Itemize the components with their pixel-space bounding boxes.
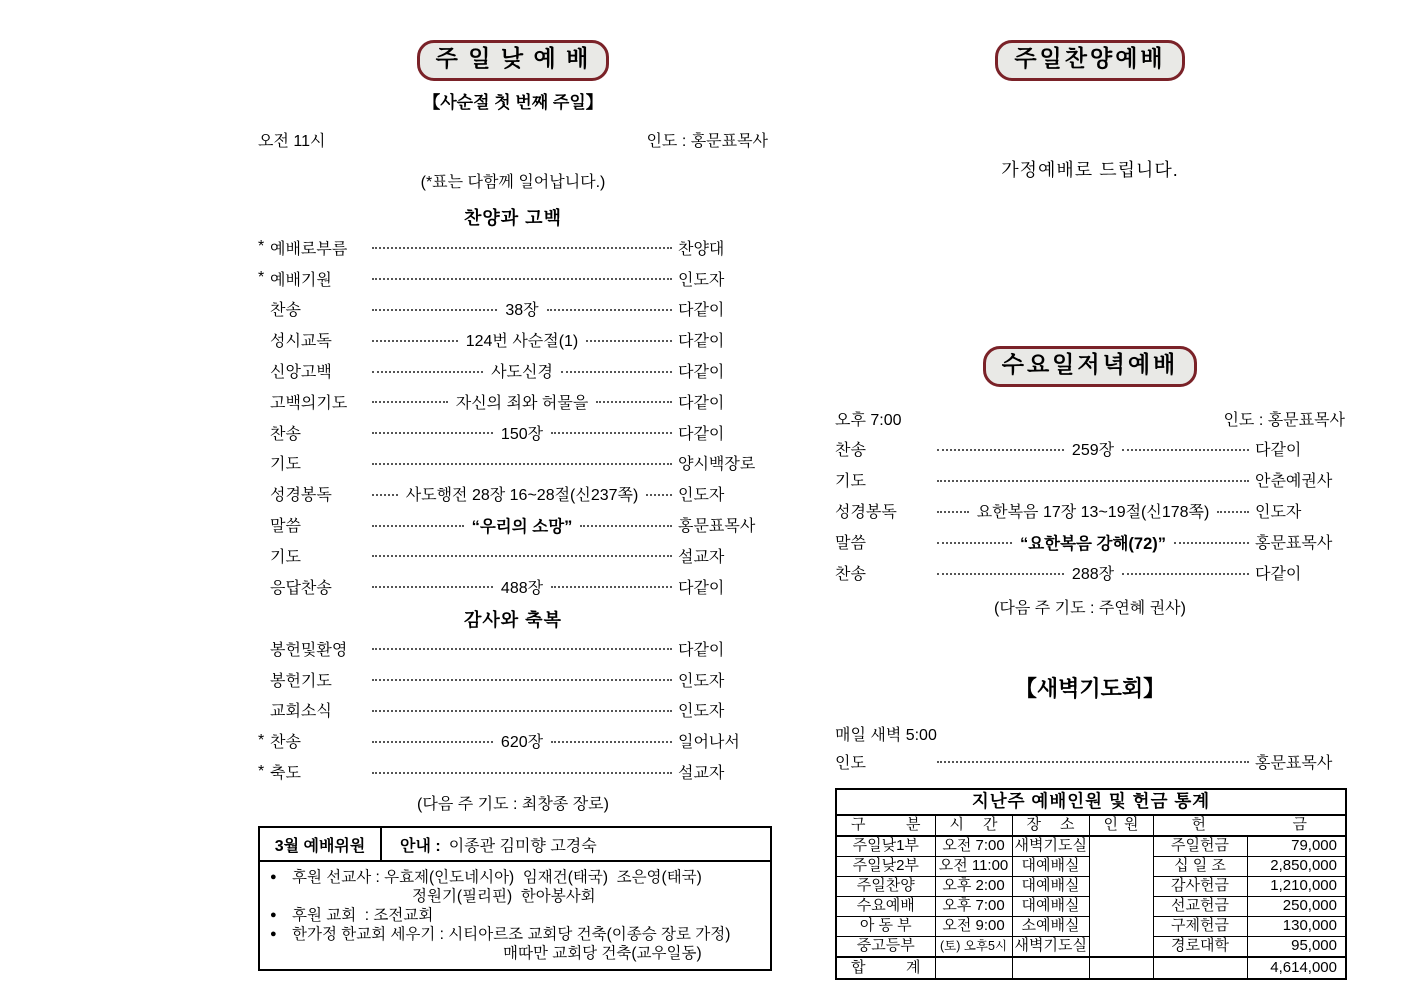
worship-item-label: 성시교독	[270, 333, 332, 351]
dotted-leader	[372, 525, 464, 527]
cell-place: 새벽기도실	[1012, 937, 1089, 958]
cell-category: 아 동 부	[836, 917, 935, 937]
worship-row	[258, 294, 768, 325]
cell-attendance-empty	[1089, 836, 1153, 957]
worship-row	[258, 664, 768, 695]
dotted-leader	[937, 480, 1249, 482]
cell-place: 대예배실	[1012, 857, 1089, 877]
worship-item-label: 찬송	[270, 734, 301, 752]
worship-item-label: 찬송	[835, 442, 866, 459]
dotted-leader	[937, 542, 1012, 544]
worship-item-role: 인도자	[678, 487, 725, 505]
dawn-prayer-row	[835, 748, 1345, 774]
worship-row	[835, 495, 1345, 526]
empty-cell	[1153, 957, 1247, 979]
service-info-row	[258, 128, 768, 151]
worship-row	[258, 509, 768, 540]
worship-item-detail: 288장	[1071, 566, 1115, 583]
worship-item-role: 홍문표목사	[1255, 754, 1333, 772]
col-header-offering: 헌 금	[1153, 815, 1346, 836]
committee-line-text: 후원 교회 : 조전교회	[292, 907, 434, 924]
service-time: 오후 7:00	[835, 412, 902, 429]
worship-row	[258, 571, 768, 602]
stand-asterisk: *	[258, 238, 265, 256]
section-praise-confession: 찬양과 고백	[464, 208, 562, 228]
worship-item-label: 찬송	[270, 302, 301, 320]
committee-line	[270, 868, 764, 887]
dotted-leader	[937, 449, 1064, 451]
service-info-row	[835, 407, 1345, 430]
stand-asterisk: *	[258, 731, 265, 749]
cell-time: 오전 11:00	[935, 857, 1012, 877]
section-thanks-blessing: 감사와 축복	[464, 610, 562, 630]
worship-item-detail: 요한복음 17장 13~19절(신178쪽)	[976, 504, 1210, 521]
worship-item-label: 찬송	[835, 566, 866, 583]
lent-subtitle: 【사순절 첫 번째 주일】	[423, 93, 603, 112]
cell-offering-name: 선교헌금	[1153, 897, 1247, 917]
sermon-title: “요한복음 강해(72)”	[1019, 534, 1167, 553]
worship-item-role: 다같이	[1255, 566, 1302, 583]
worship-row	[258, 417, 768, 448]
worship-item-label: 인도	[835, 754, 866, 772]
worship-item-role: 안춘예권사	[1255, 473, 1333, 490]
dawn-prayer-time: 매일 새벽 5:00	[835, 727, 937, 744]
sermon-title: “우리의 소망”	[471, 517, 573, 536]
dotted-leader	[551, 432, 672, 434]
worship-item-role: 설교자	[678, 765, 725, 783]
cell-time: (토) 오후5시	[935, 937, 1012, 958]
worship-row	[258, 478, 768, 509]
dotted-leader	[596, 401, 672, 403]
worship-item-label: 신앙고백	[270, 364, 332, 382]
worship-item-label: 축도	[270, 765, 301, 783]
committee-line	[270, 925, 764, 944]
worship-item-role: 홍문표목사	[678, 518, 756, 536]
worship-item-label: 응답찬송	[270, 579, 332, 597]
cell-offering-amount: 250,000	[1247, 897, 1346, 917]
service-title-badge: 주일찬양예배	[995, 40, 1184, 81]
dotted-leader	[372, 494, 398, 496]
dotted-leader	[372, 710, 672, 712]
worship-committee-box	[258, 826, 772, 971]
worship-item-role: 다같이	[678, 425, 725, 443]
dotted-leader	[372, 741, 493, 743]
dotted-leader	[547, 309, 672, 311]
dotted-leader	[586, 340, 672, 342]
dotted-leader	[1174, 542, 1249, 544]
worship-item-role: 찬양대	[678, 240, 725, 258]
worship-item-role: 다같이	[678, 641, 725, 659]
stats-row	[836, 836, 1346, 857]
cell-offering-amount: 1,210,000	[1247, 877, 1346, 897]
worship-row	[258, 725, 768, 756]
worship-item-detail: 488장	[500, 579, 544, 597]
dotted-leader	[551, 586, 672, 588]
cell-offering-name: 구제헌금	[1153, 917, 1247, 937]
offering-stats-table	[835, 788, 1347, 980]
dotted-leader	[551, 741, 672, 743]
worship-item-detail: 620장	[500, 734, 544, 752]
worship-row	[835, 557, 1345, 588]
worship-item-detail: 자신의 죄와 허물을	[455, 394, 589, 412]
worship-row	[258, 448, 768, 479]
stats-table-title: 지난주 예배인원 및 헌금 통계	[836, 789, 1346, 815]
col-header-attendance: 인 원	[1089, 815, 1153, 836]
worship-item-label: 교회소식	[270, 703, 332, 721]
dotted-leader	[372, 247, 672, 249]
dotted-leader	[1122, 573, 1249, 575]
worship-row	[258, 355, 768, 386]
dotted-leader	[372, 586, 493, 588]
cell-category: 주일낮2부	[836, 857, 935, 877]
col-header-category: 구 분	[836, 815, 935, 836]
worship-item-detail: 38장	[505, 302, 539, 320]
dotted-leader	[372, 555, 672, 557]
stand-note: (*표는 다함께 일어납니다.)	[420, 174, 606, 191]
cell-category: 수요예배	[836, 897, 935, 917]
worship-item-role: 설교자	[678, 548, 725, 566]
cell-time: 오후 2:00	[935, 877, 1012, 897]
dotted-leader	[646, 494, 672, 496]
empty-cell	[1012, 957, 1089, 979]
cell-place: 대예배실	[1012, 897, 1089, 917]
guide-label: 안내 :	[400, 837, 441, 855]
wednesday-order-list	[835, 433, 1345, 588]
worship-item-detail: 사도행전 28장 16~28절(신237쪽)	[405, 487, 639, 505]
cell-offering-amount: 79,000	[1247, 836, 1346, 857]
dotted-leader	[937, 761, 1249, 763]
worship-item-role: 인도자	[678, 703, 725, 721]
cell-offering-name: 감사헌금	[1153, 877, 1247, 897]
worship-item-label: 말씀	[835, 535, 866, 552]
worship-item-role: 인도자	[678, 672, 725, 690]
sunday-praise-service-header	[835, 40, 1345, 81]
worship-item-role: 일어나서	[678, 734, 740, 752]
cell-offering-amount: 2,850,000	[1247, 857, 1346, 877]
worship-item-label: 찬송	[270, 425, 301, 443]
worship-row	[258, 263, 768, 294]
sunday-day-service-header	[258, 40, 768, 81]
cell-offering-amount: 130,000	[1247, 917, 1346, 937]
cell-time: 오전 9:00	[935, 917, 1012, 937]
worship-row	[258, 633, 768, 664]
worship-row	[258, 756, 768, 787]
worship-item-role: 홍문표목사	[1255, 535, 1333, 552]
worship-item-role: 다같이	[1255, 442, 1302, 459]
stats-total-row	[836, 957, 1346, 979]
cell-offering-amount: 95,000	[1247, 937, 1346, 958]
committee-line-text: 한가정 한교회 세우기 : 시티아르조 교회당 건축(이종승 장로 가정)	[292, 926, 731, 943]
col-header-place: 장 소	[1012, 815, 1089, 836]
committee-line	[270, 944, 764, 963]
cell-offering-name: 주일헌금	[1153, 836, 1247, 857]
service-leader: 인도 : 홍문표목사	[646, 133, 768, 150]
right-page	[835, 0, 1345, 992]
worship-item-detail: 124번 사순절(1)	[465, 333, 579, 351]
worship-item-detail: 259장	[1071, 442, 1115, 459]
worship-item-label: 기도	[270, 456, 301, 474]
worship-item-role: 다같이	[678, 333, 725, 351]
worship-row	[835, 464, 1345, 495]
dotted-leader	[937, 573, 1064, 575]
worship-row	[835, 526, 1345, 557]
committee-line	[270, 887, 764, 906]
left-page	[258, 0, 768, 992]
service-leader: 인도 : 홍문표목사	[1223, 412, 1345, 429]
col-header-time: 시 간	[935, 815, 1012, 836]
worship-item-role: 인도자	[1255, 504, 1302, 521]
worship-row	[258, 540, 768, 571]
worship-item-detail: 사도신경	[491, 364, 553, 382]
worship-item-label: 말씀	[270, 518, 301, 536]
worship-item-label: 예배로부름	[270, 240, 348, 258]
empty-cell	[1089, 957, 1153, 979]
worship-row	[258, 695, 768, 726]
dotted-leader	[372, 371, 483, 373]
bullet-icon: ●	[270, 928, 277, 940]
dotted-leader	[372, 679, 672, 681]
guide-names: 이종관 김미향 고경숙	[448, 837, 597, 855]
dotted-leader	[372, 432, 493, 434]
cell-time: 오전 7:00	[935, 836, 1012, 857]
dotted-leader	[372, 648, 672, 650]
cell-time: 오후 7:00	[935, 897, 1012, 917]
worship-item-detail: 150장	[500, 425, 544, 443]
worship-item-label: 봉헌기도	[270, 672, 332, 690]
committee-guide	[382, 828, 770, 860]
worship-item-label: 봉헌및환영	[270, 641, 348, 659]
bullet-icon: ●	[270, 909, 277, 921]
dotted-leader	[372, 401, 448, 403]
dotted-leader	[372, 772, 672, 774]
cell-place: 대예배실	[1012, 877, 1089, 897]
cell-offering-name: 경로대학	[1153, 937, 1247, 958]
committee-month-title: 3월 예배위원	[260, 828, 382, 860]
committee-header	[260, 828, 770, 862]
worship-order-list-1	[258, 232, 768, 602]
total-label: 합 계	[836, 957, 935, 979]
dotted-leader	[372, 278, 672, 280]
cell-place: 새벽기도실	[1012, 836, 1089, 857]
cell-category: 주일찬양	[836, 877, 935, 897]
committee-line-text: 후원 선교사 : 우효제(인도네시아) 임재건(태국) 조은영(태국)	[292, 869, 702, 886]
worship-row	[258, 386, 768, 417]
worship-row	[835, 433, 1345, 464]
worship-item-role: 다같이	[678, 302, 725, 320]
stand-asterisk: *	[258, 269, 265, 287]
worship-item-role: 다같이	[678, 394, 725, 412]
worship-order-list-2	[258, 633, 768, 787]
worship-item-role: 양시백장로	[678, 456, 756, 474]
cell-offering-name: 십 일 조	[1153, 857, 1247, 877]
wednesday-evening-service-header	[835, 346, 1345, 387]
dotted-leader	[372, 463, 672, 465]
dotted-leader	[1122, 449, 1249, 451]
worship-row	[258, 324, 768, 355]
worship-item-label: 고백의기도	[270, 394, 348, 412]
dotted-leader	[580, 525, 672, 527]
cell-category: 주일낮1부	[836, 836, 935, 857]
dotted-leader	[1217, 511, 1249, 513]
committee-line	[270, 906, 764, 925]
worship-item-label: 성경봉독	[835, 504, 897, 521]
service-title-badge: 주 일 낮 예 배	[417, 40, 610, 81]
cell-category: 중고등부	[836, 937, 935, 958]
worship-item-label: 성경봉독	[270, 487, 332, 505]
empty-cell	[935, 957, 1012, 979]
committee-line-text: 정원기(필리핀) 한아봉사회	[412, 888, 596, 905]
next-week-prayer-note: (다음 주 기도 : 최창종 장로)	[417, 796, 609, 813]
worship-item-role: 다같이	[678, 579, 725, 597]
worship-item-label: 기도	[270, 548, 301, 566]
home-worship-note: 가정예배로 드립니다.	[1001, 160, 1179, 180]
stand-asterisk: *	[258, 762, 265, 780]
dotted-leader	[372, 309, 497, 311]
bullet-icon: ●	[270, 871, 277, 883]
total-amount: 4,614,000	[1247, 957, 1346, 979]
committee-body	[260, 862, 770, 969]
stats-header-row	[836, 815, 1346, 836]
worship-item-label: 예배기원	[270, 271, 332, 289]
worship-item-label: 기도	[835, 473, 866, 490]
cell-place: 소예배실	[1012, 917, 1089, 937]
worship-row	[258, 232, 768, 263]
worship-item-role: 다같이	[678, 364, 725, 382]
dotted-leader	[372, 340, 458, 342]
dawn-prayer-title: 【새벽기도회】	[1014, 676, 1166, 701]
next-week-prayer-note: (다음 주 기도 : 주연혜 권사)	[994, 600, 1186, 617]
dotted-leader	[561, 371, 672, 373]
worship-row	[835, 748, 1345, 774]
committee-line-text: 매따만 교회당 건축(교우일동)	[503, 945, 702, 962]
service-time: 오전 11시	[258, 133, 326, 150]
service-title-badge: 수요일저녁예배	[983, 346, 1198, 387]
dotted-leader	[937, 511, 969, 513]
worship-item-role: 인도자	[678, 271, 725, 289]
